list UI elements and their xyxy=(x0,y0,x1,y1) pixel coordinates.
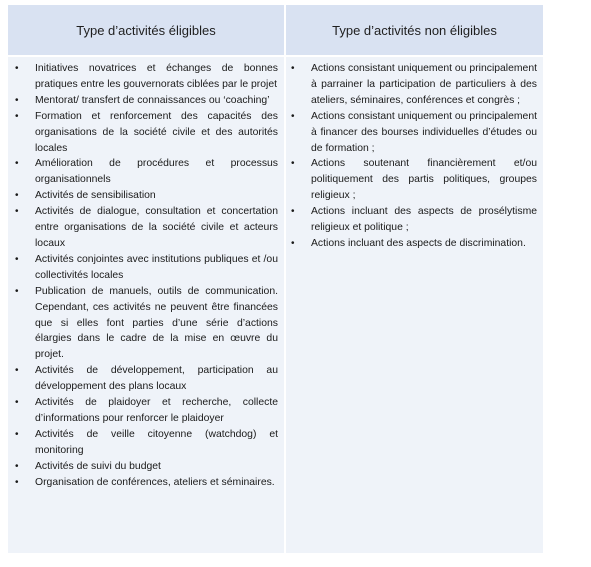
list-item-text: Actions consistant uniquement ou principalement à parrainer la participation de particuliers à des ateliers, séminaires, conférences et congrès ; xyxy=(311,63,537,106)
list-item-text: Actions soutenant financièrement et/ou politiquement des partis politiques, groupes religieux ; xyxy=(311,158,537,202)
list-item xyxy=(286,109,543,157)
list-item xyxy=(286,61,543,109)
eligible-body xyxy=(8,57,284,553)
non-eligible-header: Type d’activités non éligibles xyxy=(286,5,543,55)
bullet-icon: • xyxy=(15,253,19,265)
bullet-icon: • xyxy=(15,158,19,170)
bullet-icon: • xyxy=(15,460,19,472)
bullet-icon: • xyxy=(15,63,19,74)
list-item xyxy=(8,459,284,475)
list-item xyxy=(8,363,284,395)
bullet-icon: • xyxy=(291,206,295,218)
list-item-text: Activités de suivi du budget xyxy=(35,460,161,472)
bullet-icon: • xyxy=(15,190,19,202)
list-item-text: Actions incluant des aspects de prosélytisme religieux et politique ; xyxy=(311,206,537,234)
bullet-icon: • xyxy=(15,206,19,218)
list-item-text: Actions consistant uniquement ou principalement à financer des bourses individuelles d’études ou de formation ; xyxy=(311,110,537,154)
list-item xyxy=(286,236,543,252)
bullet-icon: • xyxy=(15,285,19,297)
bullet-icon: • xyxy=(15,94,19,106)
list-item xyxy=(286,156,543,204)
list-item-text: Formation et renforcement des capacités des organisations de la société civile et des autorités locales xyxy=(35,110,278,154)
bullet-icon: • xyxy=(291,237,295,249)
bullet-icon: • xyxy=(15,428,19,440)
bullet-icon: • xyxy=(15,110,19,122)
list-item-text: Publication de manuels, outils de communication. Cependant, ces activités ne peuvent être financées que si elles font parties d’une série d’actions élargies dans le cadre de la mise en œuvre du projet. xyxy=(35,285,278,361)
list-item xyxy=(8,252,284,284)
list-item xyxy=(8,427,284,459)
list-item xyxy=(8,395,284,427)
list-item xyxy=(8,204,284,252)
bullet-icon: • xyxy=(15,365,19,377)
list-item-text: Mentorat/ transfert de connaissances ou ‘coaching’ xyxy=(35,94,270,106)
list-item-text: Activités conjointes avec institutions publiques et /ou collectivités locales xyxy=(35,253,278,281)
list-item xyxy=(8,156,284,188)
list-item-text: Activités de développement, participation au développement des plans locaux xyxy=(35,365,278,393)
list-item xyxy=(8,284,284,364)
bullet-icon: • xyxy=(15,397,19,409)
list-item-text: Organisation de conférences, ateliers et séminaires. xyxy=(35,476,275,488)
list-item xyxy=(8,93,284,109)
eligible-header: Type d’activités éligibles xyxy=(8,5,284,55)
list-item-text: Amélioration de procédures et processus organisationnels xyxy=(35,158,278,186)
list-item-text: Activités de sensibilisation xyxy=(35,190,156,202)
list-item-text: Activités de dialogue, consultation et concertation entre organisations de la société civile et acteurs locaux xyxy=(35,206,278,249)
bullet-icon: • xyxy=(291,110,295,122)
eligible-column xyxy=(8,5,284,553)
non-eligible-list xyxy=(286,61,543,252)
bullet-icon: • xyxy=(291,63,295,74)
list-item-text: Activités de veille citoyenne (watchdog) et monitoring xyxy=(35,428,278,456)
bullet-icon: • xyxy=(291,158,295,170)
list-item-text: Initiatives novatrices et échanges de bonnes pratiques entre les gouvernorats ciblées par le projet xyxy=(35,63,278,90)
non-eligible-column xyxy=(286,5,543,553)
list-item xyxy=(8,61,284,93)
list-item xyxy=(286,204,543,236)
list-item xyxy=(8,109,284,157)
eligible-list xyxy=(8,61,284,490)
non-eligible-body xyxy=(286,57,543,553)
list-item-text: Activités de plaidoyer et recherche, collecte d’informations pour renforcer le plaidoyer xyxy=(35,397,278,424)
bullet-icon: • xyxy=(15,476,19,488)
list-item-text: Actions incluant des aspects de discrimination. xyxy=(311,237,526,249)
eligibility-table xyxy=(8,5,543,553)
list-item xyxy=(8,188,284,204)
list-item xyxy=(8,475,284,491)
